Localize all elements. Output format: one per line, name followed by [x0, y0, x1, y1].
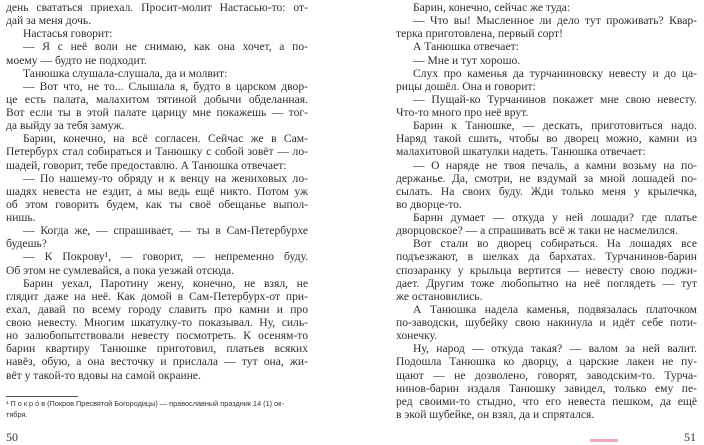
- text-line: ехал, давай по всему городу славить про камни и про: [6, 302, 308, 316]
- text-line: ред своими-то стыдно, что его невеста пешком, да ещё: [396, 394, 697, 408]
- paragraph: [396, 119, 697, 158]
- text-line: Вот если ты в этой палате царицу мне покажешь — тог-: [6, 106, 308, 119]
- paragraph: [6, 27, 308, 40]
- text-line: терка приготовлена, первый сорт!: [396, 27, 563, 41]
- text-line: — По нашему-то обряду и к венцу на жениховых ло-: [23, 171, 308, 185]
- paragraph: [6, 224, 308, 250]
- footnote: [6, 399, 308, 420]
- text-line: Барин, конечно, на всё согласен. Сейчас же в Сам-: [23, 132, 308, 146]
- paragraph: [6, 132, 308, 171]
- text-line: глядит даже на неё. Как домой в Сам-Петербурх-от при-: [6, 289, 308, 303]
- paragraph: [396, 159, 697, 212]
- text-line: — К Покрову¹, — говорит, — непременно буду.: [23, 250, 308, 264]
- text-line: — Мне и тут хорошо.: [413, 53, 521, 67]
- text-line: — О наряде не твоя печаль, а камни возьму на по-: [413, 158, 697, 172]
- text-line: Вот стали во дворец собираться. На лошадях все: [413, 237, 697, 251]
- paragraph: [396, 211, 697, 237]
- text-line: Петербурх стал собираться и Танюшку с собой зовёт — ло-: [6, 145, 308, 159]
- paragraph: [6, 80, 308, 133]
- text-line: нишь.: [6, 211, 36, 224]
- right-page-text: [396, 1, 697, 421]
- text-line: будешь?: [6, 237, 47, 251]
- text-line: Барин, конечно, сейчас же туда:: [413, 1, 571, 14]
- text-line: — Я с неё воли не снимаю, как она хочет, а по-: [23, 40, 308, 54]
- text-line: но залюбопытствовали невесту посмотреть. К осеням-то: [6, 329, 308, 343]
- text-line: день свататься приехал. Просит-молит Настасью-то: от-: [6, 1, 308, 14]
- text-line: — Пущай-ко Турчанинов покажет мне свою невесту.: [413, 92, 697, 106]
- paragraph: [396, 67, 697, 93]
- footnote-line: тября.: [6, 409, 28, 419]
- paragraph: [6, 1, 308, 27]
- left-page-text: [6, 1, 308, 382]
- text-line: подъезжают, в шелках да бархатах. Турчанинов-барин: [396, 250, 697, 264]
- paragraph: [396, 303, 697, 342]
- text-line: — Когда же, — спрашивает, — ты в Сам-Петербурхе: [23, 224, 308, 238]
- text-line: Что-то много про неё врут.: [396, 106, 529, 119]
- paragraph: [396, 93, 697, 119]
- text-line: — Вот что, не то... Слышала я, будто в царском двор-: [23, 79, 308, 93]
- text-line: нинов-барин издаля Танюшку завидел, только ему пе-: [396, 381, 697, 395]
- paragraph: [6, 172, 308, 225]
- text-line: по-заводски, шубейку свою накинула и идёт себе поти-: [396, 316, 697, 329]
- footnote-divider: [6, 396, 78, 397]
- text-line: — Что вы! Мысленное ли дело тут проживать? Квар-: [413, 14, 697, 28]
- text-line: в экой шубейке, он взял, да и спрятался.: [396, 407, 595, 421]
- text-line: сылать. На своих буду. Жди только меня у крылечка,: [396, 184, 697, 198]
- text-line: малахитовой шкатулки надеть. Танюшка отвечает:: [396, 145, 646, 159]
- text-line: Ну, народ — откуда такая? — валом за ней валит.: [413, 342, 697, 356]
- text-line: Наряд такой сшить, чтобы во дворец можно, камни из: [396, 132, 697, 146]
- text-line: А Танюшка отвечает:: [413, 40, 519, 54]
- paragraph: [6, 250, 308, 276]
- text-line: свою невесту. Многим шкатулку-то показывал. Ну, силь-: [6, 316, 308, 329]
- page-number-left: 50: [6, 430, 18, 444]
- paragraph: [396, 40, 697, 53]
- text-line: Барин к Танюшке, — дескать, приготовиться надо.: [413, 119, 697, 133]
- text-line: щают — не дозволено, говорят, заводским-то. Турча-: [396, 368, 697, 382]
- paragraph: [396, 1, 697, 14]
- text-line: Подошла Танюшка ко дворцу, а царские лакеи не пу-: [396, 355, 697, 369]
- paragraph: [6, 277, 308, 382]
- pink-marker: [590, 439, 618, 442]
- text-line: Танюшка слушала-слушала, да и молвит:: [23, 66, 228, 80]
- text-line: це есть палата, малахитом тятиной добычи обделанная.: [6, 92, 308, 106]
- text-line: держанье. Да, смотри, не вздумай за мной лошадей по-: [396, 171, 697, 185]
- paragraph: [396, 237, 697, 303]
- text-line: хонечку.: [396, 329, 438, 343]
- text-line: дворцовское? — а спрашивать всё ж таки не насмелился.: [396, 224, 678, 238]
- text-line: А Танюшка надела каменья, подвязалась платочком: [413, 302, 697, 316]
- text-line: дай за меня дочь.: [6, 14, 92, 28]
- text-line: моему — будто не подходит.: [6, 53, 147, 67]
- page-number-right: 51: [684, 430, 696, 444]
- text-line: рицы дошёл. Она и говорит:: [396, 79, 536, 93]
- paragraph: [6, 67, 308, 80]
- text-line: Барин уехал, Паротину жену, конечно, не взял, не: [23, 276, 308, 290]
- text-line: Настасья говорит:: [23, 27, 113, 41]
- paragraph: [396, 54, 697, 67]
- text-line: же остановились.: [396, 289, 483, 303]
- text-line: вёт у такой-то вдовы на самой окраине.: [6, 368, 201, 382]
- text-line: навёз, обую, а она весточку и прислала — тут она, жи-: [6, 355, 308, 369]
- text-line: Барин думает — откуда у ней лошади? где платье: [413, 211, 697, 224]
- paragraph: [396, 342, 697, 421]
- text-line: да выйду за тебя замуж.: [6, 119, 125, 133]
- text-line: шадях невеста не ездит, а мы ведь ещё никто. Потом уж: [6, 184, 308, 198]
- text-line: об этом говорить будем, как ты своё обещанье выпол-: [6, 197, 308, 211]
- paragraph: [6, 40, 308, 66]
- text-line: во дворце-то.: [396, 197, 462, 211]
- text-line: барин квартиру Танюшке приготовил, платьев всяких: [6, 342, 308, 356]
- text-line: спозаранку у крыльца вертится — невесту свою поджи-: [396, 263, 697, 277]
- paragraph: [396, 14, 697, 40]
- text-line: шадей, говорит, тебе предоставлю. А Танюшка отвечает:: [6, 158, 287, 172]
- footnote-line: ¹ П о к р о́ в (Покров Пресвятой Богородицы) — православный праздник 14 (1) ок-: [6, 399, 284, 408]
- text-line: Об этом не сумлевайся, а пока уезжай отсюда.: [6, 263, 235, 277]
- text-line: дает. Другим тоже любопытно на неё поглядеть — тут: [396, 276, 697, 290]
- text-line: Слух про каменья да турчаниновску невесту и до ца-: [413, 66, 697, 80]
